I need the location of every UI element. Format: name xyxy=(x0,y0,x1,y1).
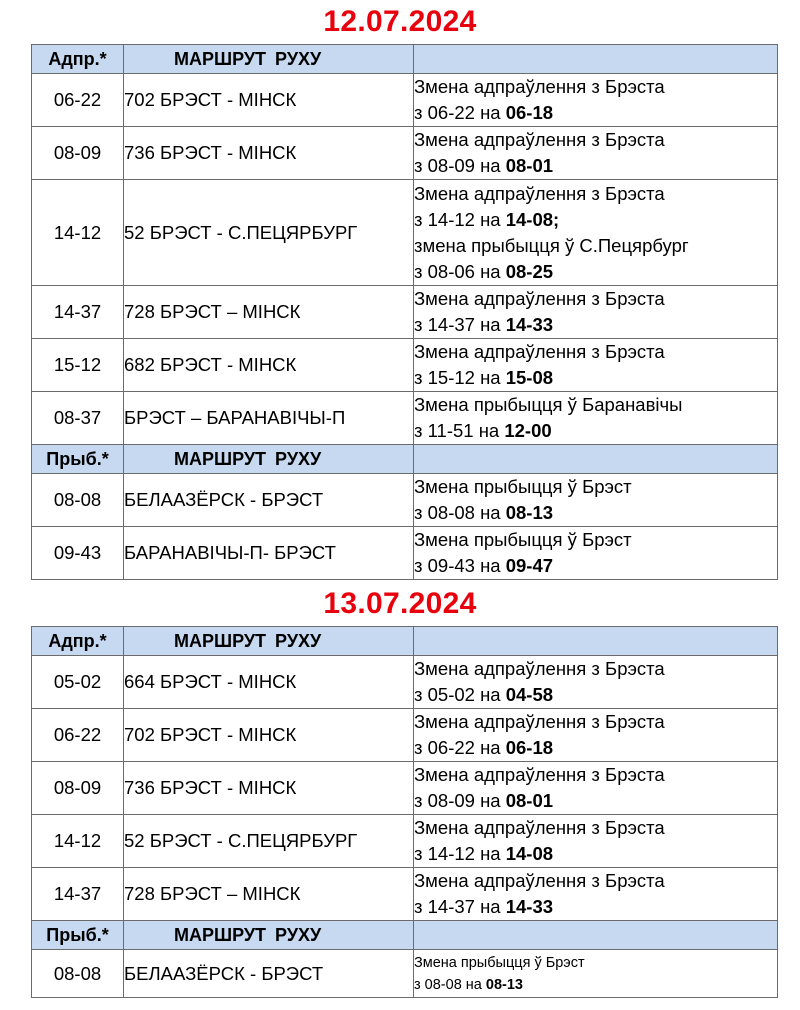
route-cell: 736 БРЭСТ - МІНСК xyxy=(124,762,414,815)
note-cell xyxy=(414,180,778,286)
note-text: Змена адпраўлення з Брэста xyxy=(414,764,665,785)
note-line xyxy=(414,474,777,500)
note-column-header xyxy=(414,627,778,656)
table-row xyxy=(32,815,778,868)
note-line xyxy=(414,735,777,761)
route-cell: БРЭСТ – БАРАНАВІЧЫ-П xyxy=(124,392,414,445)
time-cell: 08-09 xyxy=(32,762,124,815)
time-cell: 09-43 xyxy=(32,527,124,580)
note-line xyxy=(414,233,777,259)
note-line xyxy=(414,553,777,579)
time-cell: 06-22 xyxy=(32,74,124,127)
note-text: змена прыбыцця ў С.Пецярбург xyxy=(414,234,689,256)
route-cell: БЕЛААЗЁРСК - БРЭСТ xyxy=(124,474,414,527)
note-column-header xyxy=(414,445,778,474)
time-cell: 15-12 xyxy=(32,339,124,392)
note-text: Змена адпраўлення з Брэста xyxy=(414,658,665,679)
note-text: Змена адпраўлення з Брэста xyxy=(414,288,665,309)
table-header-row xyxy=(32,921,778,950)
route-cell: БАРАНАВІЧЫ-П- БРЭСТ xyxy=(124,527,414,580)
table-row xyxy=(32,74,778,127)
table-header-row xyxy=(32,45,778,74)
route-cell: 664 БРЭСТ - МІНСК xyxy=(124,656,414,709)
route-cell: 52 БРЭСТ - С.ПЕЦЯРБУРГ xyxy=(124,815,414,868)
table-row xyxy=(32,762,778,815)
note-line xyxy=(414,100,777,126)
time-cell: 08-37 xyxy=(32,392,124,445)
note-line xyxy=(414,392,777,418)
date-title: 12.07.2024 xyxy=(323,5,477,38)
note-text: Змена адпраўлення з Брэста xyxy=(414,182,665,204)
time-column-header: Адпр.* xyxy=(32,45,124,74)
time-cell: 08-08 xyxy=(32,474,124,527)
table-row xyxy=(32,286,778,339)
schedule-table xyxy=(31,626,778,998)
route-cell: БЕЛААЗЁРСК - БРЭСТ xyxy=(124,950,414,998)
note-line xyxy=(414,339,777,365)
route-cell: 682 БРЭСТ - МІНСК xyxy=(124,339,414,392)
new-time: 08-13 xyxy=(485,976,523,993)
new-time: 12-00 xyxy=(504,420,552,441)
new-time: 14-08 xyxy=(505,843,554,864)
note-text: Змена адпраўлення з Брэста xyxy=(414,870,665,891)
note-line xyxy=(414,207,777,233)
table-row xyxy=(32,868,778,921)
new-time: 08-13 xyxy=(505,502,554,523)
note-text: Змена прыбыцця ў Брэст xyxy=(414,476,632,497)
route-column-header: МАРШРУТ РУХУ xyxy=(124,921,414,950)
note-text: з 08-06 на xyxy=(414,260,506,282)
new-time: 06-18 xyxy=(505,737,554,758)
table-row xyxy=(32,339,778,392)
note-line xyxy=(414,709,777,735)
time-cell: 05-02 xyxy=(32,656,124,709)
note-text: з 15-12 на xyxy=(414,367,506,388)
note-text: з 08-09 на xyxy=(414,790,506,811)
note-cell xyxy=(414,950,778,998)
route-cell: 52 БРЭСТ - С.ПЕЦЯРБУРГ xyxy=(124,180,414,286)
note-text: Змена прыбыцця ў Брэст xyxy=(414,529,632,550)
note-text: Змена адпраўлення з Брэста xyxy=(414,341,665,362)
note-line xyxy=(414,286,777,312)
new-time: 08-01 xyxy=(505,790,554,811)
new-time: 14-33 xyxy=(505,896,554,917)
new-time: 14-08; xyxy=(505,208,560,230)
note-cell xyxy=(414,339,778,392)
route-cell: 736 БРЭСТ - МІНСК xyxy=(124,127,414,180)
new-time: 15-08 xyxy=(505,367,554,388)
note-line xyxy=(414,500,777,526)
new-time: 08-01 xyxy=(505,155,554,176)
note-cell xyxy=(414,127,778,180)
note-line xyxy=(414,259,777,285)
note-cell xyxy=(414,868,778,921)
table-row xyxy=(32,950,778,998)
note-line xyxy=(414,312,777,338)
table-row xyxy=(32,709,778,762)
note-line xyxy=(414,952,777,974)
new-time: 06-18 xyxy=(505,102,554,123)
note-cell xyxy=(414,286,778,339)
time-column-header: Адпр.* xyxy=(32,627,124,656)
time-cell: 14-12 xyxy=(32,815,124,868)
note-cell xyxy=(414,392,778,445)
note-text: з 14-37 на xyxy=(414,896,506,917)
note-line xyxy=(414,868,777,894)
schedule-table xyxy=(31,44,778,580)
time-cell: 14-37 xyxy=(32,868,124,921)
note-text: з 08-08 на xyxy=(414,976,486,993)
time-cell: 06-22 xyxy=(32,709,124,762)
note-line xyxy=(414,656,777,682)
route-cell: 702 БРЭСТ - МІНСК xyxy=(124,74,414,127)
note-text: з 09-43 на xyxy=(414,555,506,576)
note-text: Змена прыбыцця ў Баранавічы xyxy=(414,394,683,415)
note-cell xyxy=(414,74,778,127)
note-text: з 14-12 на xyxy=(414,208,506,230)
note-column-header xyxy=(414,921,778,950)
note-line xyxy=(414,841,777,867)
date-title: 13.07.2024 xyxy=(323,587,477,620)
route-column-header: МАРШРУТ РУХУ xyxy=(124,45,414,74)
note-text: з 05-02 на xyxy=(414,684,506,705)
note-text: з 11-51 на xyxy=(414,420,505,441)
note-text: з 08-08 на xyxy=(414,502,506,523)
note-text: Змена прыбыцця ў Брэст xyxy=(414,954,585,971)
note-text: Змена адпраўлення з Брэста xyxy=(414,817,665,838)
new-time: 09-47 xyxy=(505,555,554,576)
note-text: з 08-09 на xyxy=(414,155,506,176)
route-column-header: МАРШРУТ РУХУ xyxy=(124,627,414,656)
note-text: з 06-22 на xyxy=(414,102,506,123)
note-cell xyxy=(414,527,778,580)
route-cell: 728 БРЭСТ – МІНСК xyxy=(124,286,414,339)
time-cell: 14-37 xyxy=(32,286,124,339)
note-line xyxy=(414,788,777,814)
new-time: 04-58 xyxy=(505,684,554,705)
table-row xyxy=(32,127,778,180)
note-line xyxy=(414,682,777,708)
route-cell: 702 БРЭСТ - МІНСК xyxy=(124,709,414,762)
table-row xyxy=(32,392,778,445)
note-line xyxy=(414,762,777,788)
table-row xyxy=(32,180,778,286)
note-cell xyxy=(414,709,778,762)
note-line xyxy=(414,153,777,179)
note-line xyxy=(414,127,777,153)
time-cell: 14-12 xyxy=(32,180,124,286)
table-row xyxy=(32,656,778,709)
table-header-row xyxy=(32,445,778,474)
table-row xyxy=(32,527,778,580)
note-line xyxy=(414,181,777,207)
note-line xyxy=(414,974,777,996)
note-text: з 06-22 на xyxy=(414,737,506,758)
table-row xyxy=(32,474,778,527)
note-line xyxy=(414,74,777,100)
note-text: Змена адпраўлення з Брэста xyxy=(414,129,665,150)
note-line xyxy=(414,815,777,841)
note-line xyxy=(414,418,777,444)
time-cell: 08-08 xyxy=(32,950,124,998)
note-cell xyxy=(414,474,778,527)
note-cell xyxy=(414,762,778,815)
note-text: з 14-37 на xyxy=(414,314,506,335)
note-text: Змена адпраўлення з Брэста xyxy=(414,76,665,97)
note-text: Змена адпраўлення з Брэста xyxy=(414,711,665,732)
new-time: 14-33 xyxy=(505,314,554,335)
table-header-row xyxy=(32,627,778,656)
route-cell: 728 БРЭСТ – МІНСК xyxy=(124,868,414,921)
time-column-header: Прыб.* xyxy=(32,921,124,950)
note-cell xyxy=(414,656,778,709)
time-column-header: Прыб.* xyxy=(32,445,124,474)
note-cell xyxy=(414,815,778,868)
route-column-header: МАРШРУТ РУХУ xyxy=(124,445,414,474)
note-line xyxy=(414,527,777,553)
new-time: 08-25 xyxy=(505,260,554,282)
note-column-header xyxy=(414,45,778,74)
note-line xyxy=(414,894,777,920)
note-line xyxy=(414,365,777,391)
time-cell: 08-09 xyxy=(32,127,124,180)
note-text: з 14-12 на xyxy=(414,843,506,864)
